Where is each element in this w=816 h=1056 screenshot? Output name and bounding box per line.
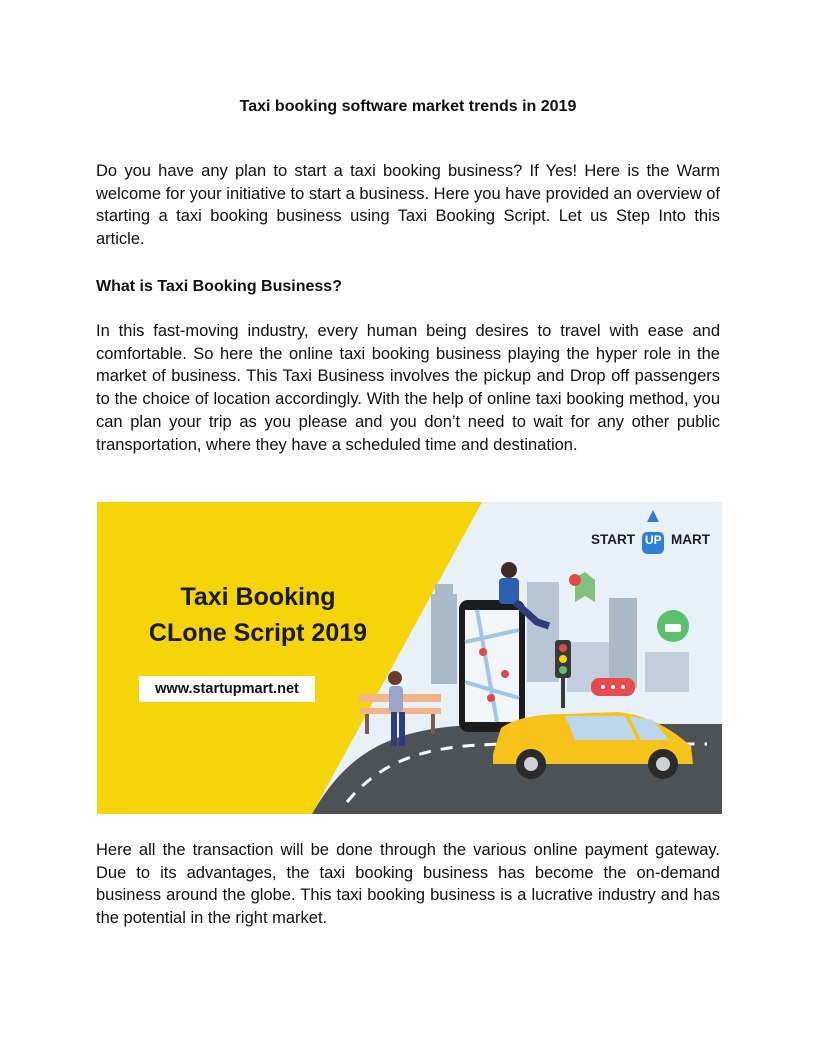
- document-title: Taxi booking software market trends in 2019: [239, 98, 577, 115]
- banner-headline-line1: Taxi Booking: [180, 583, 336, 611]
- taxi-signal-badge-icon: [657, 610, 689, 642]
- chat-bubble-icon: [591, 678, 635, 696]
- intro-paragraph: Do you have any plan to start a taxi booking business? If Yes! Here is the Warm welcome for your initiative to start a business. Here you have provided an overview of starting a taxi booking business using Taxi Booking Script. Let us Step Into this article.: [96, 162, 720, 249]
- logo-start-text: START: [591, 532, 635, 547]
- smartphone-map-icon: [459, 600, 525, 732]
- banner-headline-line2: CLone Script 2019: [148, 619, 368, 647]
- taxi-booking-banner: [97, 502, 722, 814]
- section-body-paragraph: In this fast-moving industry, every human being desires to travel with ease and comfortable. So here the online taxi booking business playing the hyper role in the market of business. This Taxi Business involves the pickup and Drop off passengers to the choice of location accordingly. With the help of online taxi booking method, you can plan your trip as you please and you don’t need to wait for any other public transportation, where they have a scheduled time and destination.: [96, 322, 720, 454]
- startupmart-logo: [591, 522, 717, 558]
- closing-paragraph: Here all the transaction will be done through the various online payment gateway. Due to its advantages, the taxi booking business has become the on-demand business around the globe. This taxi booking business is a lucrative industry and has the potential in the right market.: [96, 841, 720, 928]
- section-heading: What is Taxi Booking Business?: [96, 278, 342, 295]
- logo-up-text: UP: [645, 533, 662, 547]
- logo-mart-text: MART: [671, 532, 710, 547]
- banner-url: www.startupmart.net: [139, 676, 315, 702]
